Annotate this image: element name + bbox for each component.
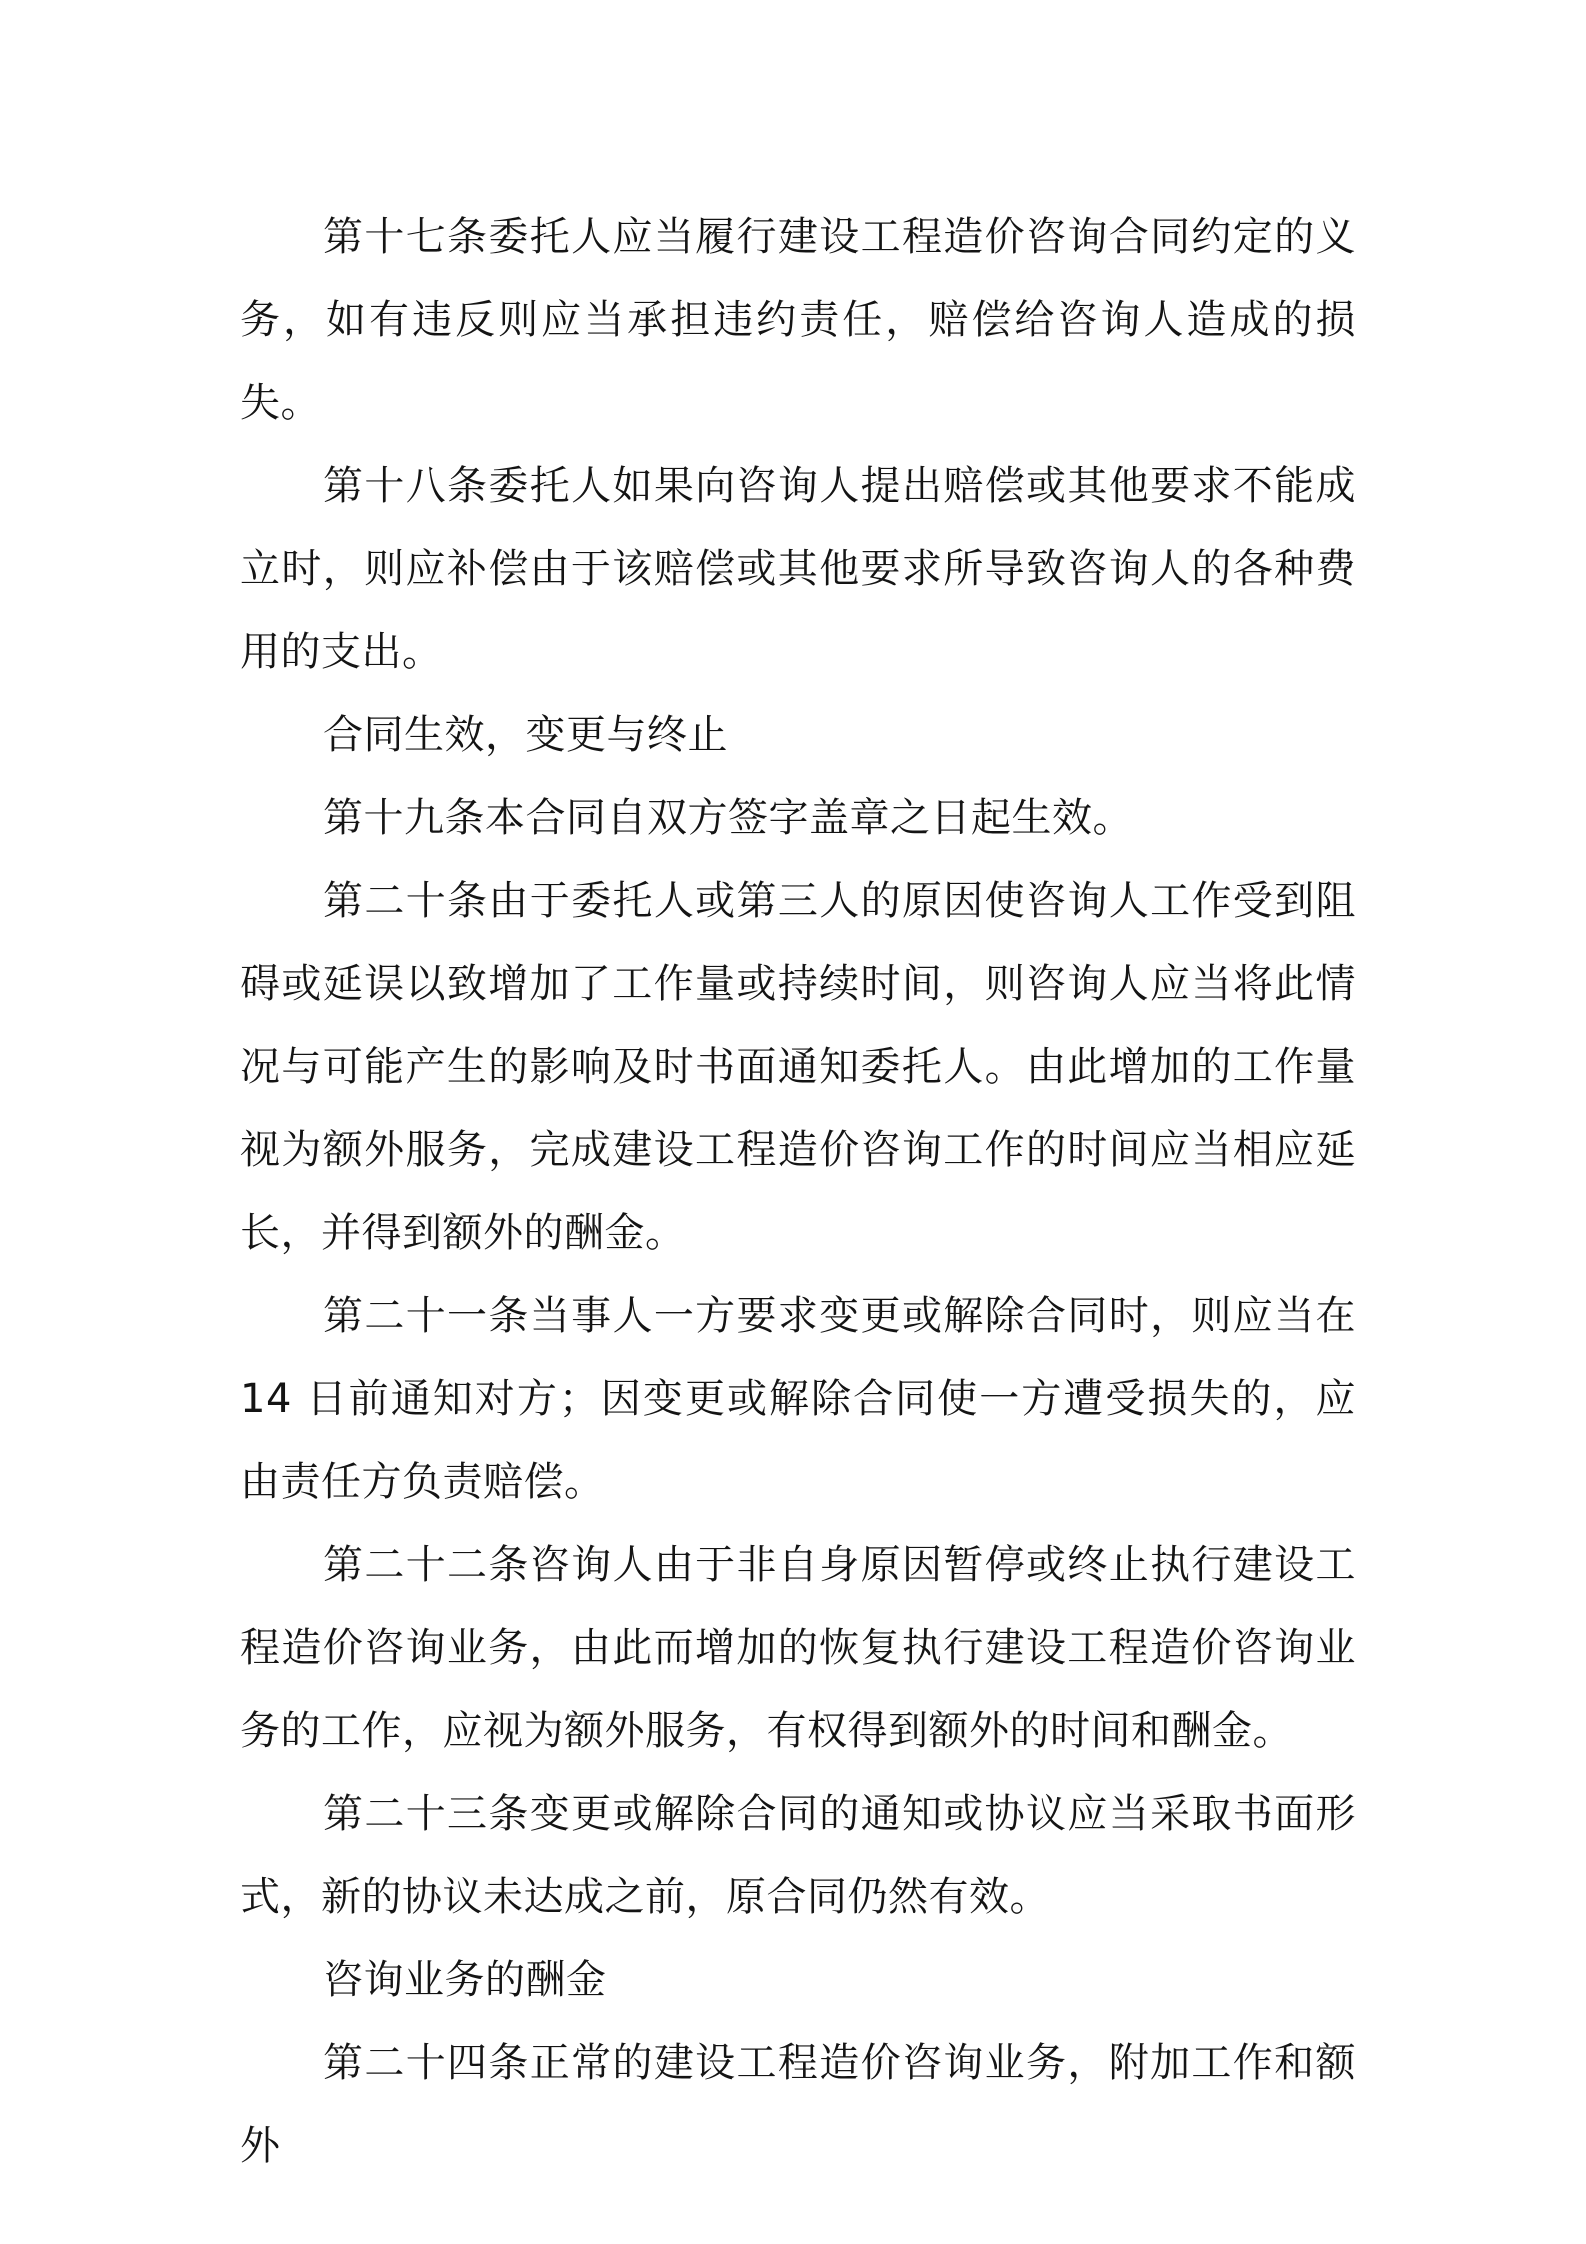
article-18: 第十八条委托人如果向咨询人提出赔偿或其他要求不能成立时，则应补偿由于该赔偿或其他要求所导致咨询人的各种费用的支出。 — [240, 463, 1356, 675]
document-body — [240, 196, 1356, 2188]
article-19: 第十九条本合同自双方签字盖章之日起生效。 — [323, 795, 1133, 841]
section-heading-remuneration: 咨询业务的酬金 — [323, 1957, 607, 2003]
article-21: 第二十一条当事人一方要求变更或解除合同时，则应当在 14 日前通知对方；因变更或解除合同使一方遭受损失的，应由责任方负责赔偿。 — [240, 1293, 1356, 1505]
section-heading-effect-change-termination: 合同生效，变更与终止 — [323, 712, 728, 758]
article-24: 第二十四条正常的建设工程造价咨询业务，附加工作和额外 — [240, 2040, 1356, 2169]
article-22: 第二十二条咨询人由于非自身原因暂停或终止执行建设工程造价咨询业务，由此而增加的恢复执行建设工程造价咨询业务的工作，应视为额外服务，有权得到额外的时间和酬金。 — [240, 1542, 1356, 1754]
article-17: 第十七条委托人应当履行建设工程造价咨询合同约定的义务，如有违反则应当承担违约责任，赔偿给咨询人造成的损失。 — [240, 214, 1356, 426]
article-20: 第二十条由于委托人或第三人的原因使咨询人工作受到阻碍或延误以致增加了工作量或持续时间，则咨询人应当将此情况与可能产生的影响及时书面通知委托人。由此增加的工作量视为额外服务，完成建设工程造价咨询工作的时间应当相应延长，并得到额外的酬金。 — [240, 878, 1356, 1256]
article-23: 第二十三条变更或解除合同的通知或协议应当采取书面形式，新的协议未达成之前，原合同仍然有效。 — [240, 1791, 1356, 1920]
